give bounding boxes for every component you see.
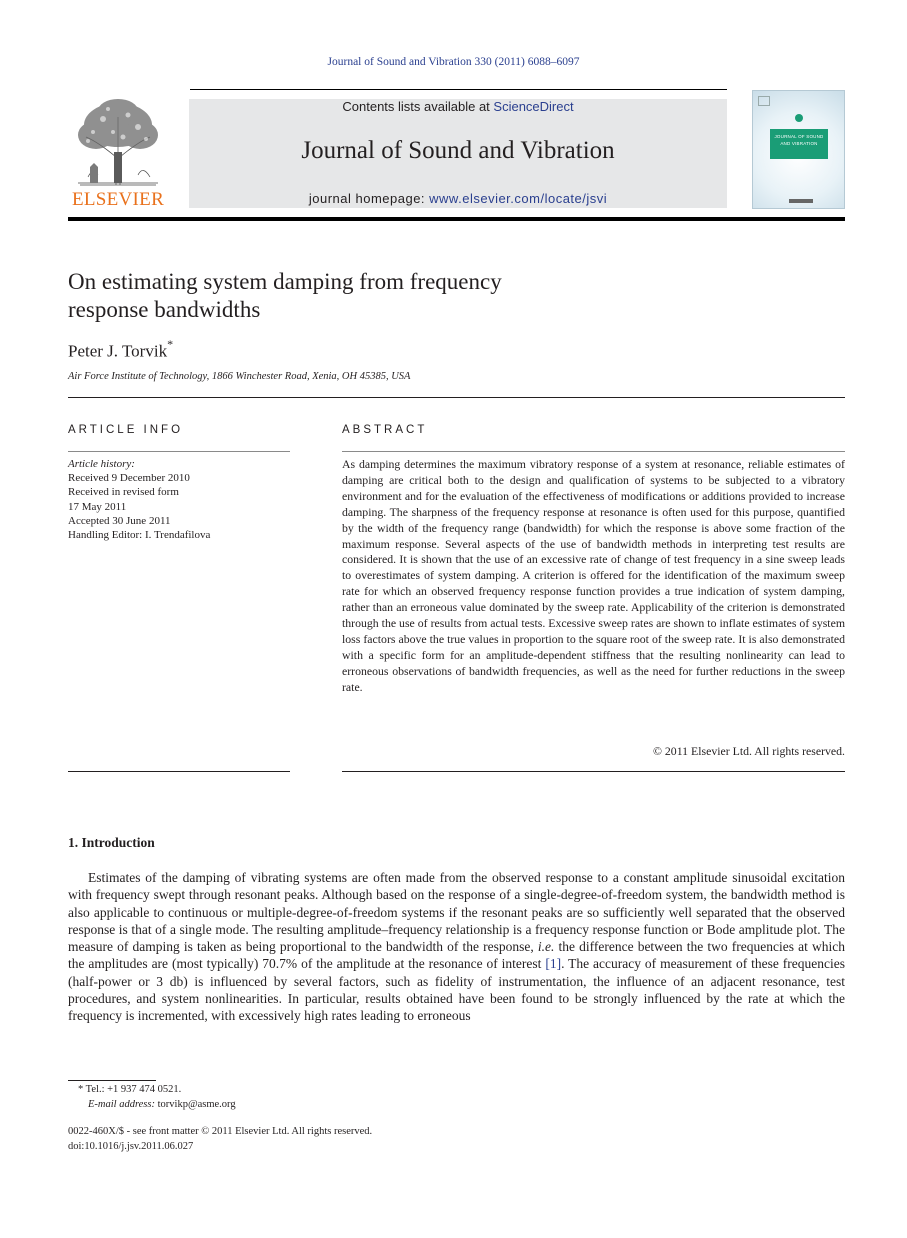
contents-line bbox=[189, 99, 727, 114]
homepage-link[interactable]: www.elsevier.com/locate/jsvi bbox=[429, 191, 608, 206]
issn-line: 0022-460X/$ - see front matter © 2011 Elsevier Ltd. All rights reserved. bbox=[68, 1126, 373, 1137]
journal-banner bbox=[189, 99, 727, 208]
homepage-line bbox=[189, 191, 727, 206]
history-label: Article history: bbox=[68, 458, 135, 470]
footnote-email bbox=[88, 1099, 236, 1110]
contents-prefix: Contents lists available at bbox=[342, 99, 494, 114]
article-title bbox=[68, 268, 668, 324]
article-info-bottom-rule bbox=[68, 771, 290, 772]
abstract-bottom-rule bbox=[342, 771, 845, 772]
affiliation-rule bbox=[68, 397, 845, 398]
cover-corner-mark bbox=[758, 96, 770, 106]
citation-link[interactable]: [1] bbox=[545, 956, 562, 972]
abstract-heading: ABSTRACT bbox=[342, 424, 428, 436]
introduction-text bbox=[68, 869, 845, 1025]
history-item: 17 May 2011 bbox=[68, 500, 127, 513]
journal-title: Journal of Sound and Vibration bbox=[301, 137, 615, 164]
elsevier-wordmark: ELSEVIER bbox=[71, 189, 165, 210]
author bbox=[68, 339, 173, 362]
history-item: Accepted 30 June 2011 bbox=[68, 514, 171, 527]
elsevier-tree-icon bbox=[68, 97, 168, 187]
history-item: Received 9 December 2010 bbox=[68, 472, 190, 485]
footnote-telephone: * Tel.: +1 937 474 0521. bbox=[78, 1084, 182, 1095]
abstract-copyright: © 2011 Elsevier Ltd. All rights reserved. bbox=[653, 744, 845, 758]
email-label: E-mail address: bbox=[88, 1099, 155, 1110]
cover-publisher-mark bbox=[789, 199, 813, 203]
intro-ie: i.e. bbox=[537, 939, 555, 955]
elsevier-logo[interactable] bbox=[68, 97, 168, 209]
journal-reference[interactable]: Journal of Sound and Vibration 330 (2011) 6088–6097 bbox=[327, 56, 580, 68]
author-footnote-mark[interactable]: * bbox=[167, 337, 174, 351]
article-title-line-1: On estimating system damping from frequency bbox=[68, 269, 502, 294]
affiliation: Air Force Institute of Technology, 1866 Winchester Road, Xenia, OH 45385, USA bbox=[68, 371, 411, 382]
history-item: Received in revised form bbox=[68, 486, 179, 499]
author-name: Peter J. Torvik bbox=[68, 341, 168, 361]
article-title-line-2: response bandwidths bbox=[68, 297, 261, 322]
header-top-rule bbox=[190, 89, 727, 90]
cover-title-block bbox=[770, 129, 828, 159]
history-item: Handling Editor: I. Trendafilova bbox=[68, 529, 211, 542]
article-info-rule bbox=[68, 451, 290, 452]
abstract-rule bbox=[342, 451, 845, 452]
doi-link[interactable]: doi:10.1016/j.jsv.2011.06.027 bbox=[68, 1141, 194, 1152]
cover-emblem-icon bbox=[795, 114, 803, 122]
article-history bbox=[68, 457, 290, 542]
footnote-rule bbox=[68, 1080, 156, 1081]
introduction-heading: 1. Introduction bbox=[68, 835, 155, 850]
homepage-prefix: journal homepage: bbox=[308, 191, 430, 206]
sciencedirect-link[interactable]: ScienceDirect bbox=[493, 99, 574, 114]
intro-text-part-3: . The accuracy of measurement of these frequencies (half-power or 3 db) is influenced by several factors, such as fidelity of instrumentation, the influence of an adjacent resonance, test procedures, and system nonlinearities. In particular, results obtained have been found to be strongly influenced by the rate at which the frequency is incremented, with excessively high rates leading to erroneous bbox=[68, 956, 845, 1024]
email-address[interactable]: torvikp@asme.org bbox=[154, 1099, 236, 1110]
journal-cover-image[interactable] bbox=[752, 90, 845, 209]
cover-title: JOURNAL OF SOUND AND VIBRATION bbox=[774, 134, 824, 146]
intro-text-part-1: Estimates of the damping of vibrating systems are often made from the observed response to a constant amplitude sinusoidal excitation with frequency swept through resonant peaks. Although based on the response of a single-degree-of-freedom system, the bandwidth method is also applicable to continuous or multiple-degree-of-freedom systems if the resonant peaks are so sufficiently well separated that the observed response is that of a single mode. The resulting amplitude–frequency relationship is a frequency response function or Bode amplitude plot. The measure of damping is taken as being proportional to the bandwidth of the response, bbox=[68, 870, 845, 955]
intro-text-part-2: the difference between the two frequencies at which the amplitudes are (most typically) 70.7% of the amplitude at the resonance of interest bbox=[68, 939, 846, 972]
article-info-heading: ARTICLE INFO bbox=[68, 424, 184, 436]
header-thick-rule bbox=[68, 217, 845, 221]
abstract-text: As damping determines the maximum vibratory response of a system at resonance, reliable estimates of damping are critical both to the design and qualification of systems to be subjected to a vibratory environment and for the evaluation of the effectiveness of modifications or additions provided to increase damping. The sharpness of the frequency response at resonance is often used for this purpose, quantified by the width of the frequency range (bandwidth) for which the response is above some fraction of the maximum response. Several aspects of the use of bandwidth methods in interpreting test results are considered. It is shown that the use of an excessive rate of change of test frequency in a sine sweep leads to overestimates of system damping. A criterion is offered for the identification of the maximum sweep rate for which an observed frequency response function provides a true indication of system damping, rather than an erroneous value dominated by the sweep rate. Applicability of the criterion is demonstrated through the use of results from actual tests. Excessive sweep rates are shown to inflate estimates of system loss factors above the true values in proportion to the square root of the sweep rate. It is also demonstrated with a specific form for an amplitude-dependent stiffness that the resulting nonlinearity can lead to erroneous observations of bandwidth frequencies, as well as the need for further reductions in the sweep rate. bbox=[342, 457, 845, 694]
